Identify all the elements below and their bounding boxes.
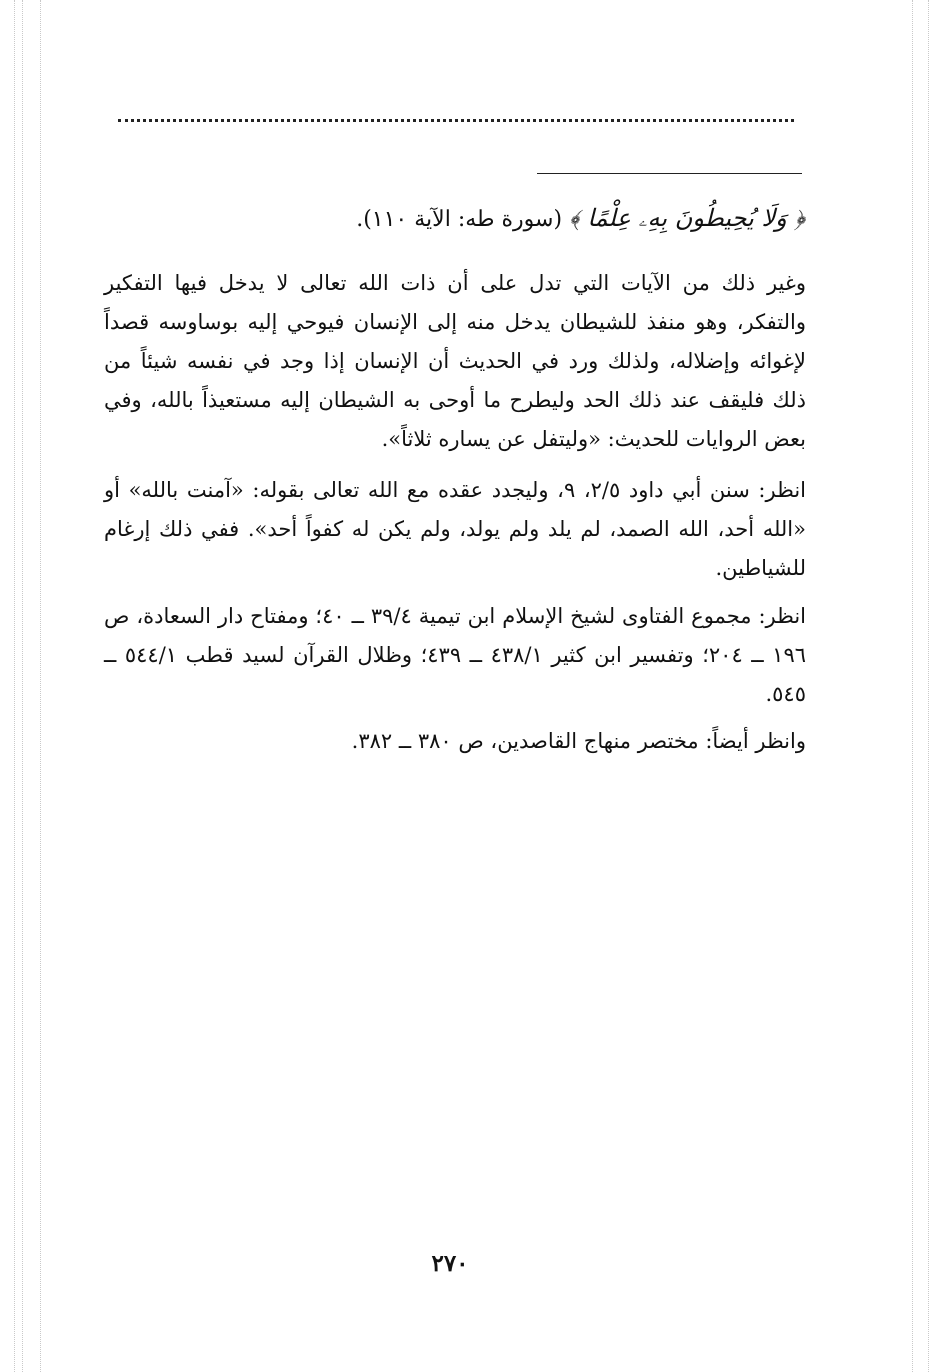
footnote-paragraph: انظر: مجموع الفتاوى لشيخ الإسلام ابن تيمية ٣٩/٤ ــ ٤٠؛ ومفتاح دار السعادة، ص ١٩٦ ــ ٢٠٤؛ وتفسير ابن كثير ٤٣٨/١ ــ ٤٣٩؛ وظلال القرآن لسيد قطب ٥٤٤/١ ــ ٥٤٥.	[104, 604, 807, 706]
scan-guide-line	[40, 0, 41, 1372]
scan-guide-line	[14, 0, 15, 1372]
footnote-paragraph: وانظر أيضاً: مختصر منهاج القاصدين، ص ٣٨٠ ــ ٣٨٢.	[351, 729, 806, 753]
dotted-separator	[118, 119, 794, 122]
page-number: ٢٧٠	[431, 1250, 469, 1277]
scan-guide-line	[22, 0, 23, 1372]
scan-guide-line	[912, 0, 913, 1372]
scan-guide-line	[928, 0, 929, 1372]
verse-source: (سورة طه: الآية ١١٠).	[356, 207, 563, 232]
quran-verse: ﴿ وَلَا يُحِيطُونَ بِهِۦ عِلْمًا ﴾	[569, 204, 805, 232]
footnote-paragraph: انظر: سنن أبي داود ٢/٥، ٩، وليجدد عقده مع الله تعالى بقوله: «آمنت بالله» أو «الله أحد، الله الصمد، لم يلد ولم يولد، ولم يكن له كفواً أحد». ففي ذلك إرغام للشياطين.	[104, 478, 806, 580]
verse-reference	[300, 198, 805, 240]
footnote-paragraph: وغير ذلك من الآيات التي تدل على أن ذات الله تعالى لا يدخل فيها التفكير والتفكر، وهو منفذ للشيطان يدخل منه إلى الإنسان فيوحي إليه بوساوسه قصداً لإغوائه وإضلاله، ولذلك ورد في الحديث أن الإنسان إذا وجد في نفسه شيئاً من ذلك فليقف عند ذلك الحد وليطرح ما أوحى به الشيطان إليه مستعيذاً بالله، وفي بعض الروايات للحديث: «وليتفل عن يساره ثلاثاً».	[104, 271, 806, 451]
footnote-rule	[537, 173, 802, 174]
